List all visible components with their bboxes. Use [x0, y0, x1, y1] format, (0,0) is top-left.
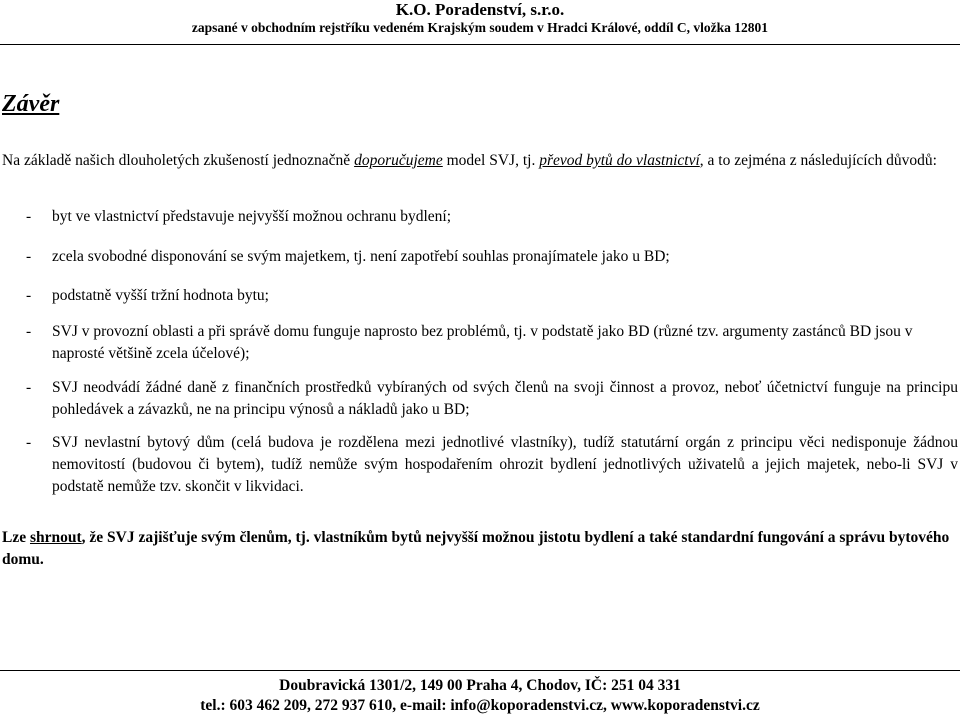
footer-address: Doubravická 1301/2, 149 00 Praha 4, Chodov, IČ: 251 04 331 — [279, 677, 681, 694]
intro-emphasis-transfer: převod bytů do vlastnictví — [539, 152, 700, 169]
summary-lead: Lze — [2, 529, 30, 546]
section-heading: Závěr — [2, 91, 60, 117]
list-dash: - — [26, 379, 32, 396]
intro-text-2: model SVJ, tj. — [442, 152, 540, 169]
company-name: K.O. Poradenství, s.r.o. — [395, 0, 565, 19]
list-dash: - — [26, 208, 32, 225]
list-dash: - — [26, 323, 32, 340]
reason-text: SVJ nevlastní bytový dům (celá budova je rozdělena mezi jednotlivé vlastníky), tudíž statutární orgán z principu věci nedisponuje žádnou nemovitostí (budovou či bytem), tudíž nemůže svým hospodařením ohrozit bydlení jednotlivých uživatelů a jejich majetek, nebo-li SVJ v podstatě nemůže tzv. skončit v likvidaci. — [52, 434, 958, 495]
summary-paragraph — [2, 527, 958, 571]
list-dash: - — [26, 287, 32, 304]
footer-contact: tel.: 603 462 209, 272 937 610, e-mail: info@koporadenstvi.cz, www.koporadenstvi.cz — [200, 697, 760, 714]
intro-paragraph — [2, 150, 958, 172]
list-dash: - — [26, 248, 32, 265]
reason-text: SVJ neodvádí žádné daně z finančních prostředků vybíraných od svých členů na svoji činnost a provoz, neboť účetnictví funguje na principu pohledávek a závazků, ne na principu výnosů a nákladů jako u BD; — [52, 379, 958, 418]
reason-item — [2, 377, 958, 421]
intro-text-1: Na základě našich dlouholetých zkušeností jednoznačně — [2, 152, 355, 169]
reason-item — [2, 432, 958, 498]
summary-rest: , že SVJ zajišťuje svým členům, tj. vlastníkům bytů nejvyšší možnou jistotu bydlení a také standardní fungování a správu bytového domu. — [2, 529, 950, 568]
reason-item — [2, 285, 958, 307]
intro-emphasis-recommend: doporučujeme — [354, 152, 443, 169]
reason-item — [2, 321, 958, 365]
reason-text: SVJ v provozní oblasti a při správě domu funguje naprosto bez problémů, tj. v podstatě jako BD (různé tzv. argumenty zastánců BD jsou v naprosté většině zcela účelové); — [52, 323, 913, 362]
header-divider — [0, 44, 960, 45]
registry-note: zapsané v obchodním rejstříku vedeném Krajským soudem v Hradci Králové, oddíl C, vložka 12801 — [191, 20, 769, 35]
footer-divider — [0, 670, 960, 671]
intro-text-3: , a to zejména z následujících důvodů: — [699, 152, 937, 169]
reason-text: byt ve vlastnictví představuje nejvyšší možnou ochranu bydlení; — [52, 208, 452, 225]
reason-text: zcela svobodné disponování se svým majetkem, tj. není zapotřebí souhlas pronajímatele jako u BD; — [52, 248, 670, 265]
summary-underlined: shrnout — [29, 529, 82, 546]
reason-item — [2, 246, 958, 268]
list-dash: - — [26, 434, 32, 451]
reason-text: podstatně vyšší tržní hodnota bytu; — [52, 287, 269, 304]
reason-item — [2, 206, 958, 228]
